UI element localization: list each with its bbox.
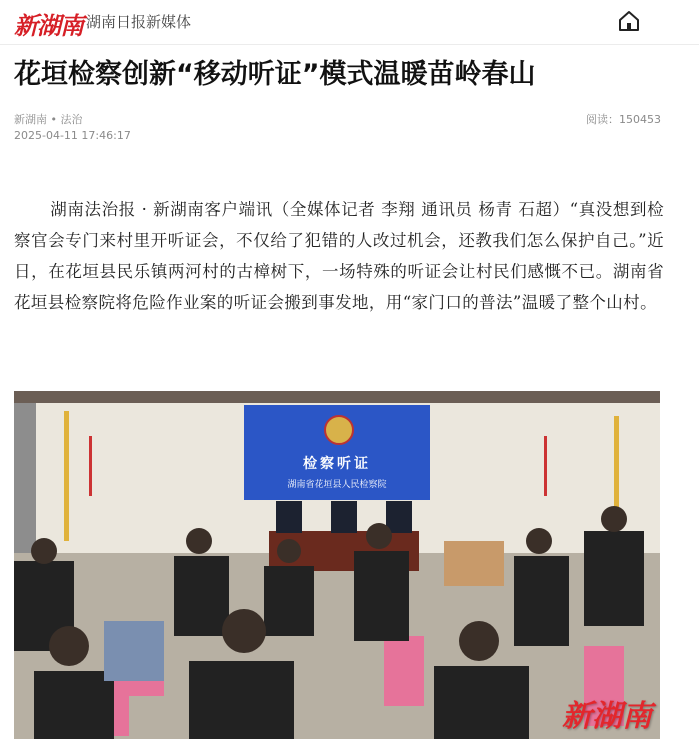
- article-source: 新湖南 • 法治: [14, 113, 83, 126]
- photo-watermark: 新湖南: [562, 699, 652, 734]
- article-body: 湖南法治报 · 新湖南客户端讯（全媒体记者 李翔 通讯员 杨青 石超）“真没想到检察官会专门来村里开听证会，不仅给了犯错的人改过机会，还教我们怎么保护自己。”近日，在花垣县民乐镇两河村的古樟树下，一场特殊的听证会让村民们感慨不已。湖南省花垣县检察院将危险作业案的听证会搬到事发地，用“家门口的普法”温暖了整个山村。: [14, 200, 664, 312]
- procuratorate-emblem-icon: [324, 415, 354, 445]
- article-datetime: 2025-04-11 17:46:17: [14, 129, 131, 142]
- top-bar: [0, 0, 699, 45]
- home-button[interactable]: [616, 8, 642, 34]
- home-icon: [616, 8, 642, 34]
- read-count: 阅读：150453: [586, 113, 661, 126]
- article-photo[interactable]: [14, 391, 660, 739]
- banner-subtitle: 湖南省花垣县人民检察院: [287, 480, 387, 490]
- app-logo[interactable]: 新湖南: [14, 11, 83, 40]
- article-title: 花垣检察创新“移动听证”模式温暖苗岭春山: [14, 59, 536, 90]
- banner-title: 检察听证: [303, 456, 371, 472]
- hearing-banner: [244, 405, 430, 500]
- app-subtitle: 湖南日报新媒体: [86, 13, 192, 31]
